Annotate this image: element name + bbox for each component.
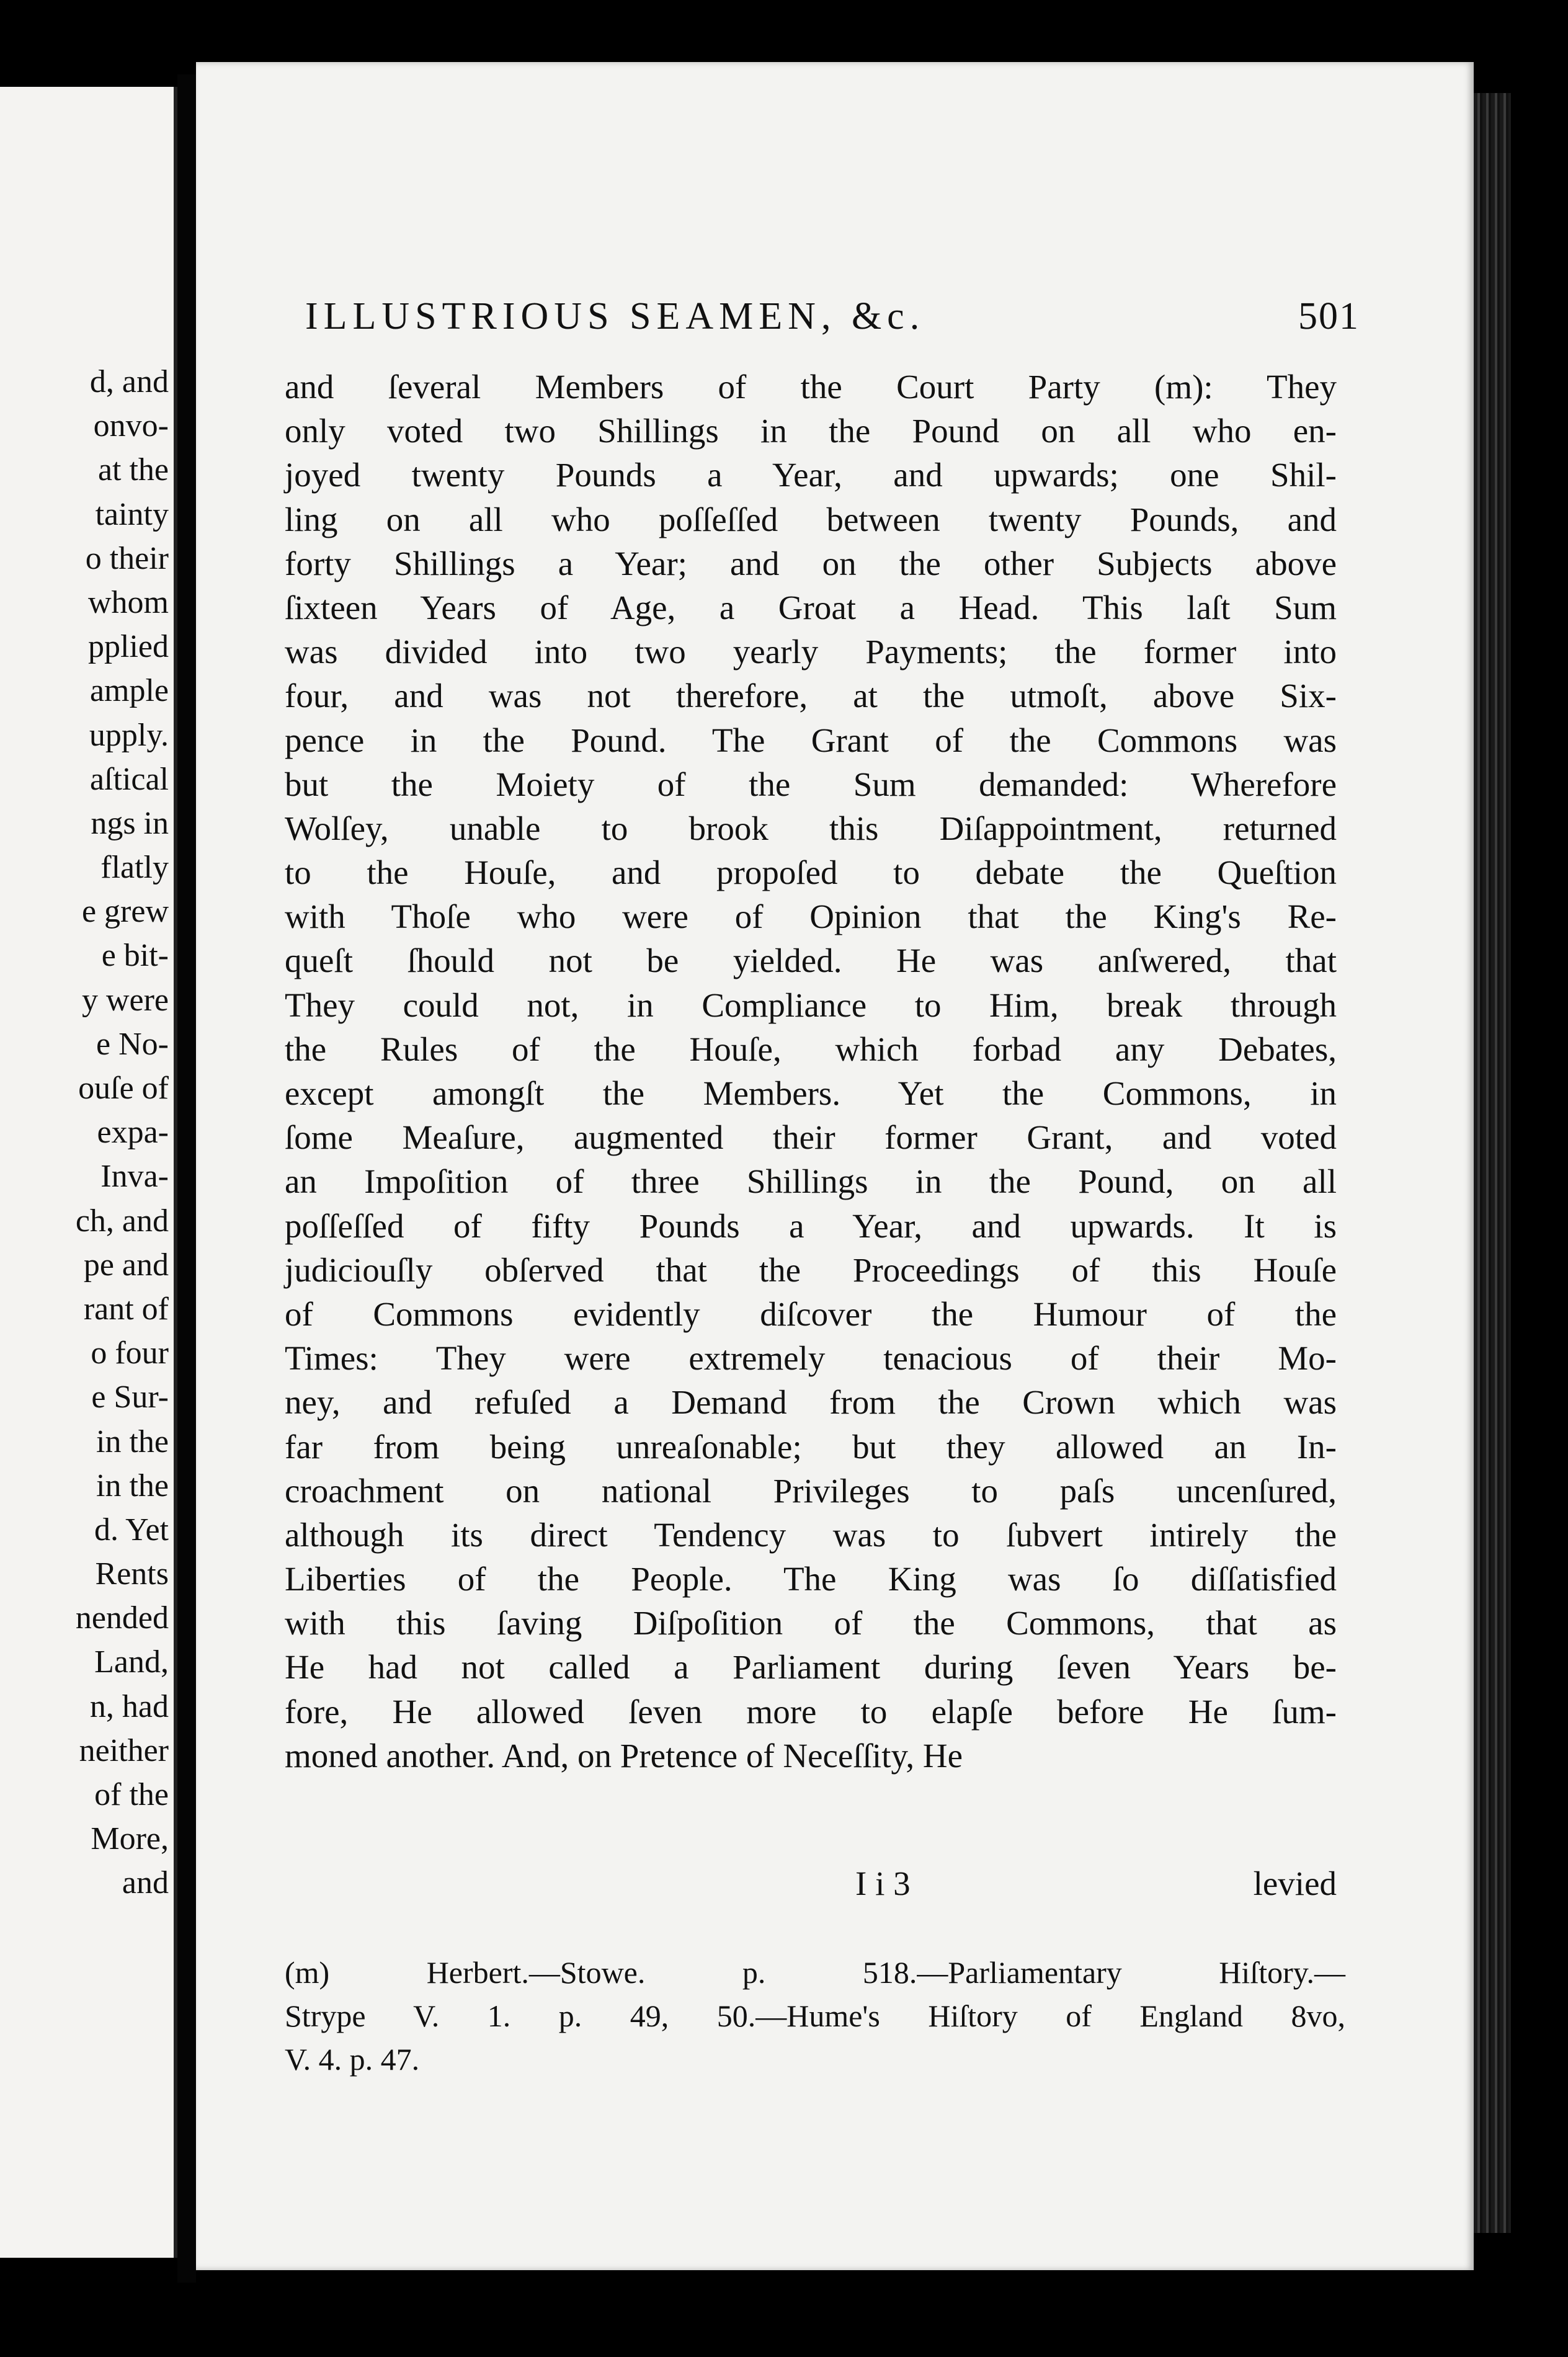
- text-line: ling on all who poſſeſſed between twenty Pounds, and: [285, 500, 1337, 538]
- left-text-fragment: o their: [85, 540, 169, 576]
- text-line: ſome Meaſure, augmented their former Grant, and voted: [285, 1118, 1337, 1157]
- text-line: and ſeveral Members of the Court Party (m): They: [285, 368, 1337, 406]
- left-text-fragment: o four: [91, 1335, 169, 1371]
- left-text-fragment: d, and: [89, 364, 169, 399]
- text-line: only voted two Shillings in the Pound on all who en-: [285, 412, 1337, 450]
- left-text-fragment: pe and: [83, 1247, 169, 1283]
- text-line: of Commons evidently diſcover the Humour of the: [285, 1294, 1337, 1333]
- left-text-fragment: d. Yet: [94, 1512, 169, 1548]
- signature-mark: I i 3: [855, 1865, 911, 1902]
- footnote: [285, 1951, 1345, 2081]
- text-line: ney, and refuſed a Demand from the Crown which was: [285, 1383, 1337, 1422]
- text-line: moned another. And, on Pretence of Neceſſity, He: [285, 1736, 963, 1775]
- catchword: levied: [1253, 1865, 1337, 1902]
- left-text-fragment: tainty: [95, 496, 169, 532]
- text-line: fore, He allowed ſeven more to elapſe before He ſum-: [285, 1692, 1337, 1731]
- running-title: ILLUSTRIOUS SEAMEN, &c.: [305, 295, 925, 337]
- left-text-fragment: in the: [96, 1424, 169, 1459]
- text-line: Liberties of the People. The King was ſo diſſatisfied: [285, 1560, 1337, 1598]
- text-line: Strype V. 1. p. 49, 50.—Hume's Hiſtory of England 8vo,: [285, 1998, 1345, 2033]
- page-edges: [1474, 93, 1511, 2233]
- left-text-fragment: y were: [81, 982, 169, 1018]
- left-text-fragment: ouſe of: [78, 1071, 169, 1106]
- left-text-fragment: pplied: [88, 629, 169, 665]
- text-line: joyed twenty Pounds a Year, and upwards; one Shil-: [285, 456, 1337, 494]
- book-gutter: [177, 74, 196, 2283]
- left-text-fragment: and: [122, 1865, 169, 1901]
- left-text-fragment: whom: [88, 584, 169, 620]
- text-line: He had not called a Parliament during ſeven Years be-: [285, 1648, 1337, 1686]
- text-line: croachment on national Privileges to paſs uncenſured,: [285, 1471, 1337, 1510]
- text-line: They could not, in Compliance to Him, break through: [285, 986, 1337, 1024]
- left-text-fragment: nended: [75, 1600, 169, 1636]
- text-line: with Thoſe who were of Opinion that the King's Re-: [285, 898, 1337, 936]
- left-text-fragment: e grew: [81, 894, 169, 930]
- left-text-fragment: at the: [97, 452, 169, 488]
- left-page-text: [76, 360, 169, 1905]
- left-text-fragment: ngs in: [91, 805, 169, 841]
- left-text-fragment: e Sur-: [91, 1379, 169, 1415]
- left-text-fragment: in the: [96, 1468, 169, 1504]
- text-line: except amongſt the Members. Yet the Commons, in: [285, 1074, 1337, 1112]
- text-line: was divided into two yearly Payments; the former into: [285, 633, 1337, 671]
- text-line: Times: They were extremely tenacious of their Mo-: [285, 1339, 1337, 1378]
- left-text-fragment: flatly: [100, 850, 169, 886]
- text-line: ſixteen Years of Age, a Groat a Head. This laſt Sum: [285, 588, 1337, 626]
- text-line: V. 4. p. 47.: [285, 2042, 420, 2077]
- left-text-fragment: of the: [94, 1777, 169, 1812]
- text-line: queſt ſhould not be yielded. He was anſwered, that: [285, 942, 1337, 980]
- text-line: to the Houſe, and propoſed to debate the Queſtion: [285, 853, 1337, 892]
- body-text: [285, 365, 1337, 1778]
- text-line: an Impoſition of three Shillings in the Pound, on all: [285, 1162, 1337, 1201]
- text-line: but the Moiety of the Sum demanded: Wherefore: [285, 765, 1337, 803]
- left-text-fragment: neither: [79, 1732, 169, 1768]
- left-text-fragment: Inva-: [100, 1159, 169, 1195]
- left-text-fragment: expa-: [97, 1115, 169, 1151]
- text-line: the Rules of the Houſe, which forbad any Debates,: [285, 1030, 1337, 1068]
- text-line: poſſeſſed of fifty Pounds a Year, and upwards. It is: [285, 1206, 1337, 1245]
- left-facing-page: [0, 87, 177, 2258]
- page-number: 501: [1298, 295, 1360, 337]
- book-page: [196, 62, 1474, 2270]
- text-line: judiciouſly obſerved that the Proceedings of this Houſe: [285, 1250, 1337, 1289]
- text-line: far from being unreaſonable; but they allowed an In-: [285, 1427, 1337, 1466]
- text-line: pence in the Pound. The Grant of the Commons was: [285, 721, 1337, 759]
- left-text-fragment: onvo-: [93, 408, 169, 444]
- text-line: (m) Herbert.—Stowe. p. 518.—Parliamentary Hiſtory.—: [285, 1955, 1345, 1990]
- left-text-fragment: upply.: [89, 717, 169, 753]
- text-line: Wolſey, unable to brook this Diſappointment, returned: [285, 809, 1337, 847]
- text-line: with this ſaving Diſpoſition of the Commons, that as: [285, 1604, 1337, 1642]
- text-line: forty Shillings a Year; and on the other Subjects above: [285, 544, 1337, 582]
- left-text-fragment: n, had: [89, 1688, 169, 1724]
- left-text-fragment: e No-: [96, 1026, 169, 1062]
- left-text-fragment: Land,: [94, 1644, 169, 1680]
- running-header: [305, 295, 1360, 339]
- left-text-fragment: rant of: [83, 1291, 169, 1327]
- left-text-fragment: ample: [89, 673, 169, 709]
- text-line: four, and was not therefore, at the utmoſt, above Six-: [285, 677, 1337, 715]
- left-text-fragment: e bit-: [101, 938, 169, 974]
- left-text-fragment: ch, and: [75, 1203, 169, 1239]
- left-text-fragment: aſtical: [89, 761, 169, 797]
- left-text-fragment: Rents: [95, 1556, 169, 1592]
- left-text-fragment: More,: [91, 1821, 169, 1857]
- text-line: although its direct Tendency was to ſubvert intirely the: [285, 1515, 1337, 1554]
